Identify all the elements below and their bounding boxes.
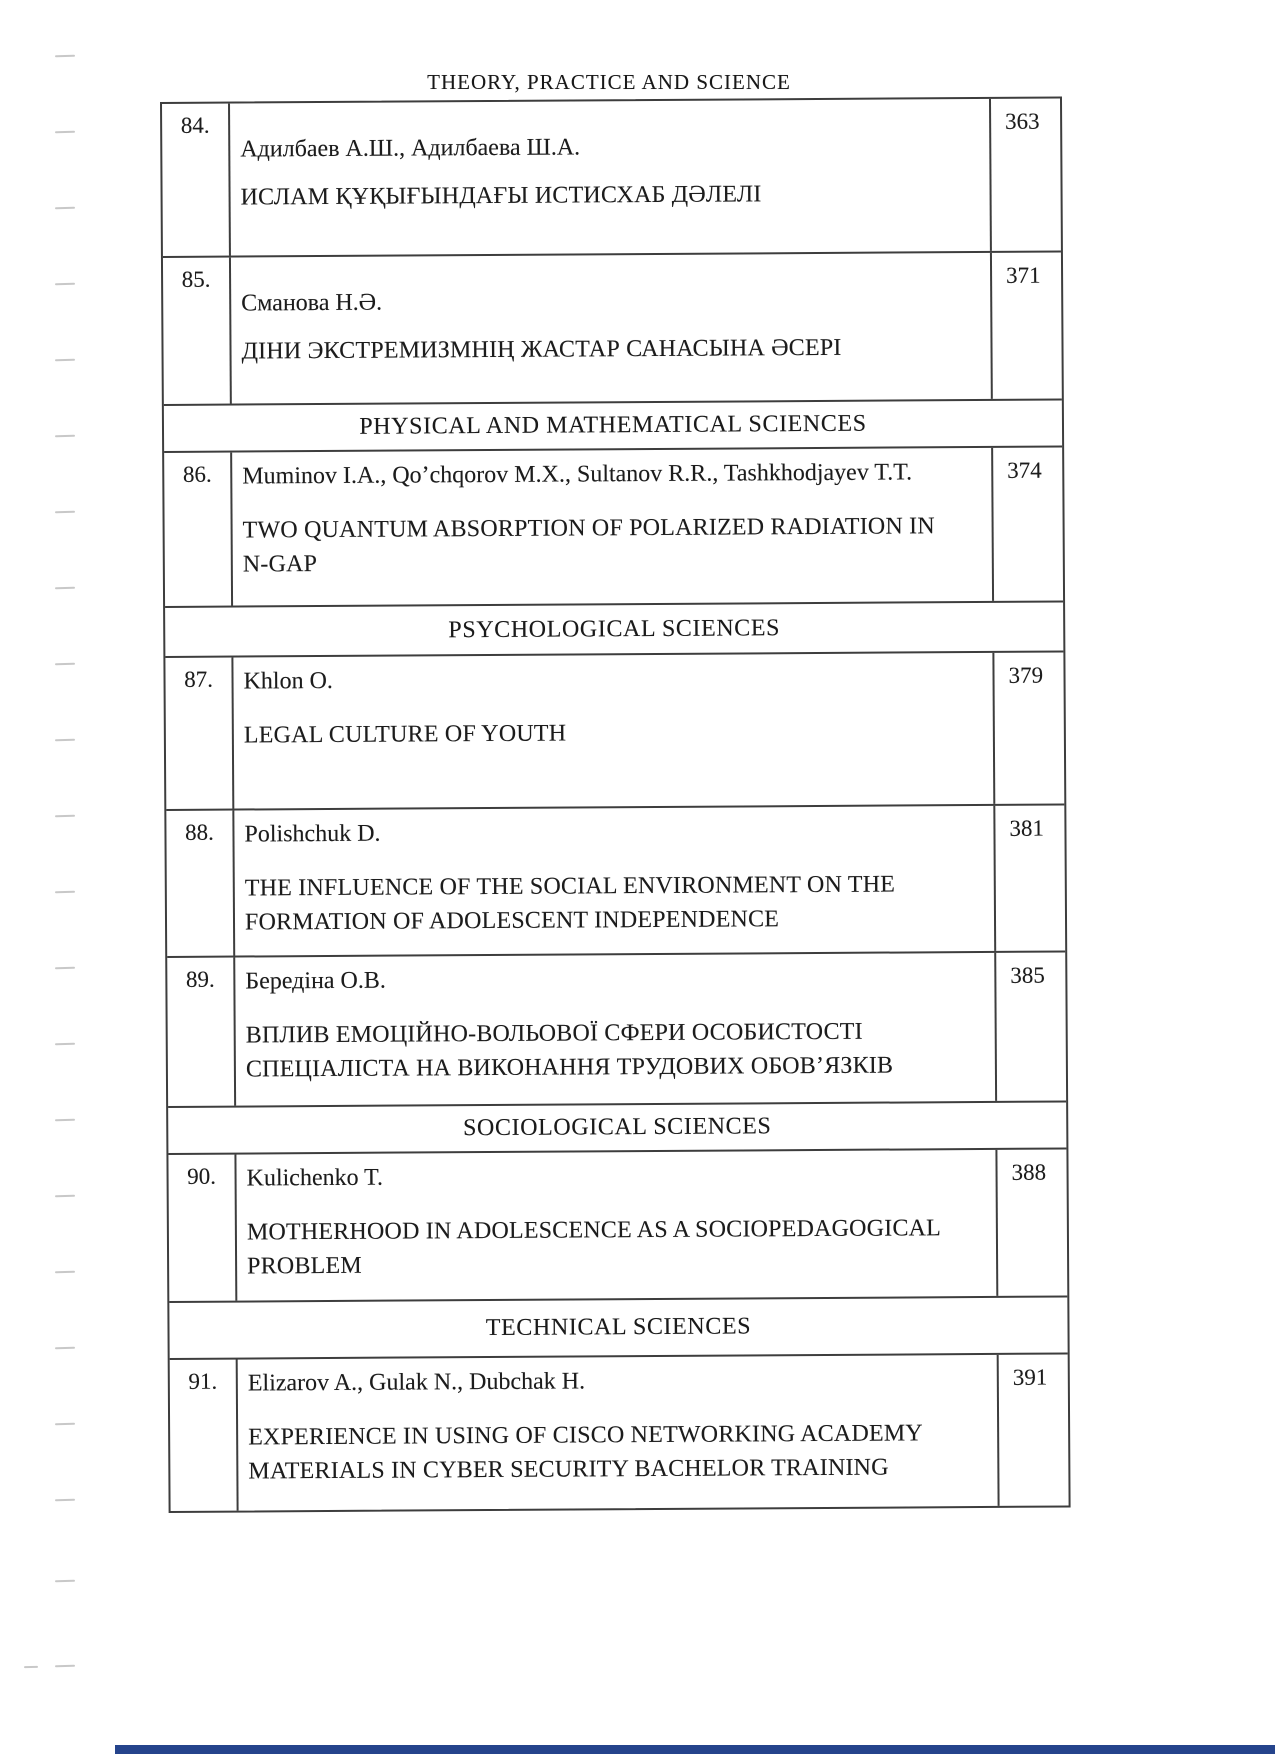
entry-title: ДІНИ ЭКСТРЕМИЗМНІҢ ЖАСТАР САНАСЫНА ӘСЕРІ (241, 334, 842, 365)
section-header-row (169, 1295, 1067, 1357)
entry-authors: Polishchuk D. (244, 820, 381, 848)
entry-body-cell (234, 806, 994, 956)
binding-mark (55, 587, 75, 589)
binding-mark (55, 55, 75, 57)
entry-title: MOTHERHOOD IN ADOLESCENCE AS A SOCIOPEDAGOGICAL PROBLEM (246, 1215, 942, 1280)
binding-mark (55, 1119, 75, 1121)
entry-number: 84. (162, 104, 231, 256)
entry-number: 89. (167, 958, 236, 1106)
entry-authors: Elizarov A., Gulak N., Dubchak H. (247, 1368, 586, 1397)
entry-number: 87. (165, 658, 234, 809)
entry-title: ВПЛИВ ЕМОЦІЙНО-ВОЛЬОВОЇ СФЕРИ ОСОБИСТОСТІ СПЕЦІАЛІСТА НА ВИКОНАННЯ ТРУДОВИХ ОБОВ’ЯЗКІВ (245, 1018, 894, 1083)
binding-mark (55, 1580, 75, 1582)
binding-mark (55, 1347, 75, 1349)
binding-mark (55, 511, 75, 513)
toc-entry-row (167, 950, 1066, 1105)
entry-number: 88. (166, 811, 235, 956)
entry-title: ИСЛАМ ҚҰҚЫҒЫНДАҒЫ ИСТИСХАБ ДӘЛЕЛІ (240, 181, 762, 211)
binding-mark (55, 1195, 75, 1197)
entry-body-cell (238, 1355, 998, 1511)
entry-title: THE INFLUENCE OF THE SOCIAL ENVIRONMENT ON THE FORMATION OF ADOLESCENT INDEPENDENCE (244, 871, 896, 936)
section-header-label: SOCIOLOGICAL SCIENCES (462, 1113, 772, 1142)
section-header-label: TECHNICAL SCIENCES (485, 1313, 752, 1342)
entry-authors: Muminov I.A., Qo’chqorov M.X., Sultanov R.R., Tashkhodjayev T.T. (242, 459, 913, 490)
entry-number: 85. (163, 258, 232, 404)
entry-page-number: 385 (994, 952, 1066, 1100)
binding-mark (55, 891, 75, 893)
entry-body-cell (235, 953, 995, 1106)
entry-authors: Kulichenko T. (246, 1164, 384, 1192)
binding-mark (55, 739, 75, 741)
section-header-label: PHYSICAL AND MATHEMATICAL SCIENCES (359, 410, 867, 440)
binding-mark (55, 815, 75, 817)
entry-page-number: 391 (997, 1354, 1069, 1505)
section-header-row (168, 1100, 1066, 1152)
entry-page-number: 371 (990, 252, 1062, 398)
entry-page-number: 379 (992, 652, 1064, 803)
entry-body-cell (233, 653, 993, 809)
table-of-contents (160, 96, 1071, 1512)
entry-body-cell (231, 253, 991, 404)
toc-entry-row (166, 803, 1065, 955)
entry-authors: Khlon O. (243, 667, 333, 695)
entry-title: TWO QUANTUM ABSORPTION OF POLARIZED RADIATION IN N-GAP (242, 513, 935, 578)
page-title: THEORY, PRACTICE AND SCIENCE (427, 70, 791, 94)
section-header-row (165, 600, 1063, 655)
binding-mark (24, 1666, 38, 1668)
entry-body-cell (232, 448, 992, 606)
entry-page-number: 374 (991, 447, 1063, 600)
binding-mark (55, 131, 75, 133)
section-header-row (164, 398, 1062, 450)
entry-page-number: 388 (995, 1149, 1067, 1295)
binding-mark (55, 283, 75, 285)
section-header-label: PSYCHOLOGICAL SCIENCES (448, 614, 781, 643)
toc-entry-row (170, 1352, 1069, 1510)
binding-mark (55, 1423, 75, 1425)
binding-mark (55, 1665, 75, 1667)
toc-entry-row (168, 1147, 1067, 1300)
binding-mark (55, 359, 75, 361)
toc-entry-row (165, 650, 1064, 808)
binding-mark (55, 435, 75, 437)
entry-authors: Сманова Н.Ә. (241, 289, 383, 317)
entry-number: 91. (170, 1360, 239, 1511)
binding-mark (55, 207, 75, 209)
binding-mark (55, 1043, 75, 1045)
binding-mark (55, 1271, 75, 1273)
entry-title: EXPERIENCE IN USING OF CISCO NETWORKING ACADEMY MATERIALS IN CYBER SECURITY BACHELOR TRAINING (248, 1420, 923, 1485)
binding-mark (55, 663, 75, 665)
toc-entry-row (162, 99, 1061, 256)
entry-page-number: 363 (989, 99, 1061, 251)
entry-authors: Адилбаев А.Ш., Адилбаева Ш.А. (240, 134, 581, 163)
entry-number: 90. (168, 1155, 237, 1301)
entry-title: LEGAL CULTURE OF YOUTH (243, 720, 567, 749)
bottom-scan-bar (115, 1745, 1275, 1754)
binding-mark (55, 1499, 75, 1501)
entry-body-cell (236, 1150, 996, 1301)
entry-number: 86. (164, 453, 233, 606)
toc-entry-row (164, 445, 1063, 605)
entry-authors: Бередіна О.В. (245, 967, 386, 995)
binding-mark (55, 967, 75, 969)
entry-page-number: 381 (993, 805, 1065, 950)
toc-entry-row (163, 250, 1062, 403)
entry-body-cell (230, 99, 990, 256)
